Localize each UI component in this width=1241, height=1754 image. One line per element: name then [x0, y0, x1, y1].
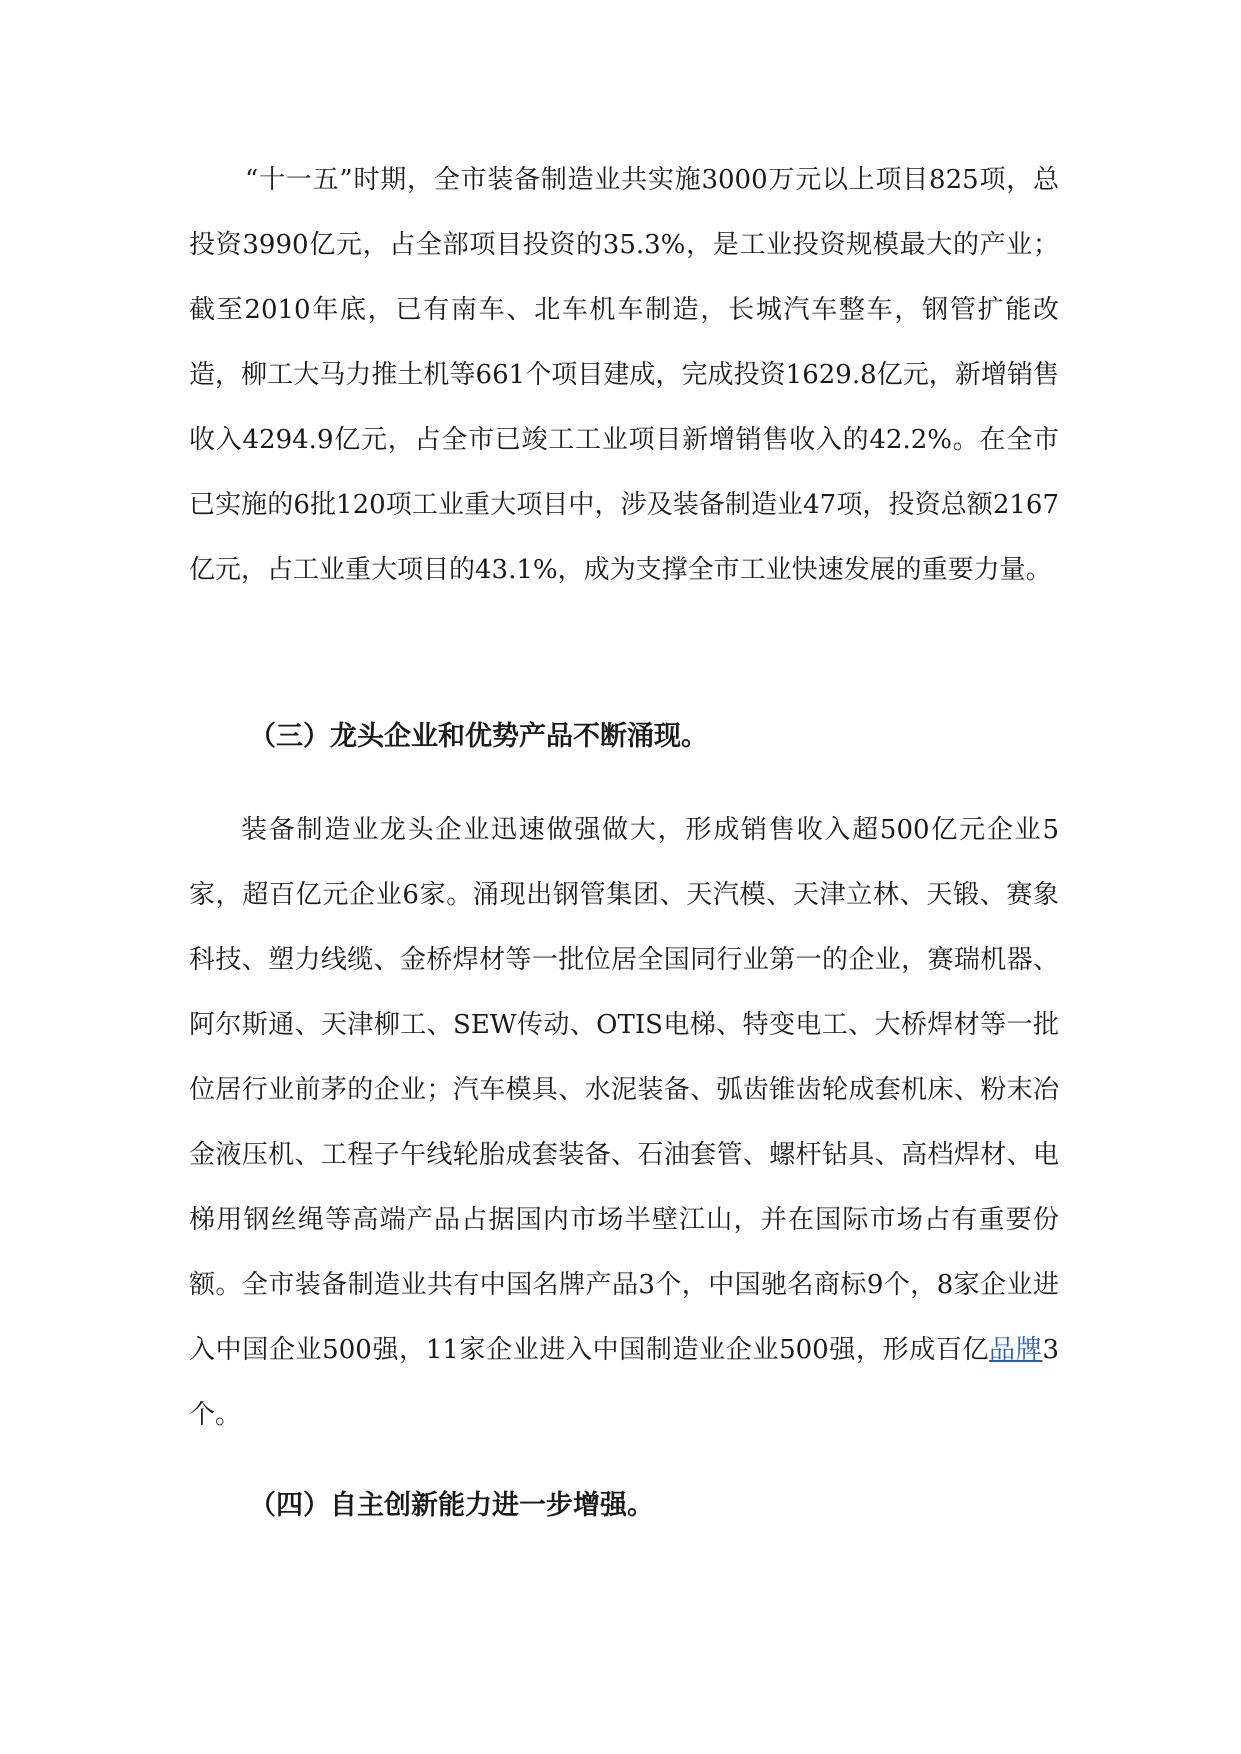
paragraph-leading-enterprises	[189, 798, 1059, 1448]
paragraph-eleventh-five-year-investment: “十一五”时期，全市装备制造业共实施3000万元以上项目825项，总投资3990亿元，占全部项目投资的35.3%，是工业投资规模最大的产业；截至2010年底，已有南车、北车机车制造，长城汽车整车，钢管扩能改造，柳工大马力推土机等661个项目建成，完成投资1629.8亿元，新增销售收入4294.9亿元，占全市已竣工工业项目新增销售收入的42.2%。在全市已实施的6批120项工业重大项目中，涉及装备制造业47项，投资总额2167亿元，占工业重大项目的43.1%，成为支撑全市工业快速发展的重要力量。	[189, 165, 1059, 585]
paragraph-text-before-link: 装备制造业龙头企业迅速做强做大，形成销售收入超500亿元企业5家，超百亿元企业6家。涌现出钢管集团、天汽模、天津立林、天锻、赛象科技、塑力线缆、金桥焊材等一批位居全国同行业第一的企业，赛瑞机器、阿尔斯通、天津柳工、SEW传动、OTIS电梯、特变电工、大桥焊材等一批位居行业前茅的企业；汽车模具、水泥装备、弧齿锥齿轮成套机床、粉末冶金液压机、工程子午线轮胎成套装备、石油套管、螺杆钻具、高档焊材、电梯用钢丝绳等高端产品占据国内市场半壁江山，并在国际市场占有重要份额。全市装备制造业共有中国名牌产品3个，中国驰名商标9个，8家企业进入中国企业500强，11家企业进入中国制造业企业500强，形成百亿	[189, 815, 1059, 1365]
section-heading-leading-enterprises: （三）龙头企业和优势产品不断涌现。	[249, 721, 708, 752]
section-heading-innovation: （四）自主创新能力进一步增强。	[249, 1490, 654, 1521]
brand-link[interactable]: 品牌	[989, 1335, 1043, 1365]
paragraph-text-after-link: 3个。	[189, 1335, 1059, 1430]
